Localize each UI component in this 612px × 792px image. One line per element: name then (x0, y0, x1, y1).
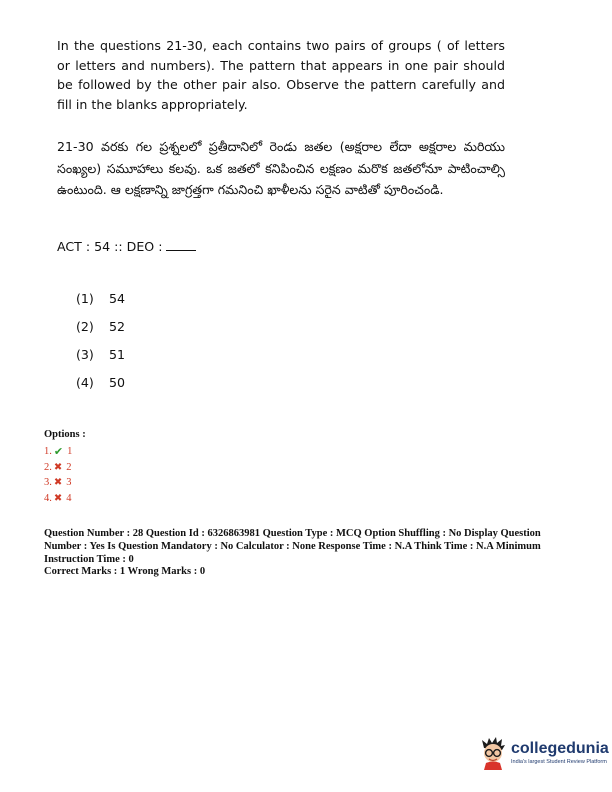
question-marks: Correct Marks : 1 Wrong Marks : 0 (44, 566, 206, 577)
choice-number: (3) (76, 347, 94, 362)
choice-number: (1) (76, 291, 94, 306)
choice-value: 54 (109, 291, 126, 306)
option-row (44, 491, 86, 507)
question-meta: Question Number : 28 Question Id : 6326863981 Question Type : MCQ Option Shuffling : No Display Question Number : Yes Is Question Mandatory : No Calculator : None Response Time : N.A Think Time : N.A Minimum Instruction Time : 0 (44, 528, 541, 565)
question-stem-text: ACT : 54 :: DEO : (57, 239, 163, 254)
choice-number: (4) (76, 375, 94, 390)
mascot-icon (478, 736, 508, 770)
option-index: 1. (44, 446, 52, 458)
collegedunia-logo (478, 736, 609, 770)
answer-blank (166, 240, 196, 251)
choice-item (76, 319, 125, 347)
choice-number: (2) (76, 319, 94, 334)
choice-value: 51 (109, 347, 126, 362)
brand-tagline: India's largest Student Review Platform (511, 759, 607, 765)
question-telugu-text: 21-30 వరకు గల ప్రశ్నలలో ప్రతీదానిలో రెండు జతల (అక్షరాల లేదా అక్షరాల మరియు సంఖ్యల) సమూహాలు కలవు. ఒక జతలో కనిపించిన లక్షణం మరొక జతలోనూ పాటించాల్సి ఉంటుంది. ఆ లక్షణాన్ని జాగ్రత్తగా గమనించి ఖాళీలను సరైన వాటితో పూరించండి. (57, 139, 505, 197)
answer-choices (76, 291, 125, 403)
choice-item (76, 291, 125, 319)
options-list (44, 429, 86, 506)
option-index: 2. (44, 461, 52, 473)
option-value: 4 (66, 492, 72, 504)
choice-item (76, 375, 125, 403)
choice-value: 52 (109, 319, 126, 334)
question-english-text: In the questions 21-30, each contains two pairs of groups ( of letters or letters and numbers). The pattern that appears in one pair should be followed by the other pair also. Observe the pattern carefully and fill in the blanks appropriately. (57, 38, 505, 112)
options-title: Options : (44, 429, 86, 440)
check-icon: ✔ (53, 446, 64, 459)
option-index: 3. (44, 477, 52, 489)
option-row (44, 460, 86, 476)
choice-value: 50 (109, 375, 126, 390)
cross-icon: ✖ (53, 492, 63, 504)
option-row (44, 475, 86, 491)
option-row (44, 444, 86, 460)
option-value: 3 (66, 477, 72, 489)
option-value: 1 (67, 446, 73, 458)
cross-icon: ✖ (53, 461, 63, 473)
option-value: 2 (66, 461, 72, 473)
brand-name: collegedunia (511, 740, 609, 757)
option-index: 4. (44, 492, 52, 504)
question-stem (57, 239, 196, 254)
cross-icon: ✖ (53, 477, 63, 489)
choice-item (76, 347, 125, 375)
